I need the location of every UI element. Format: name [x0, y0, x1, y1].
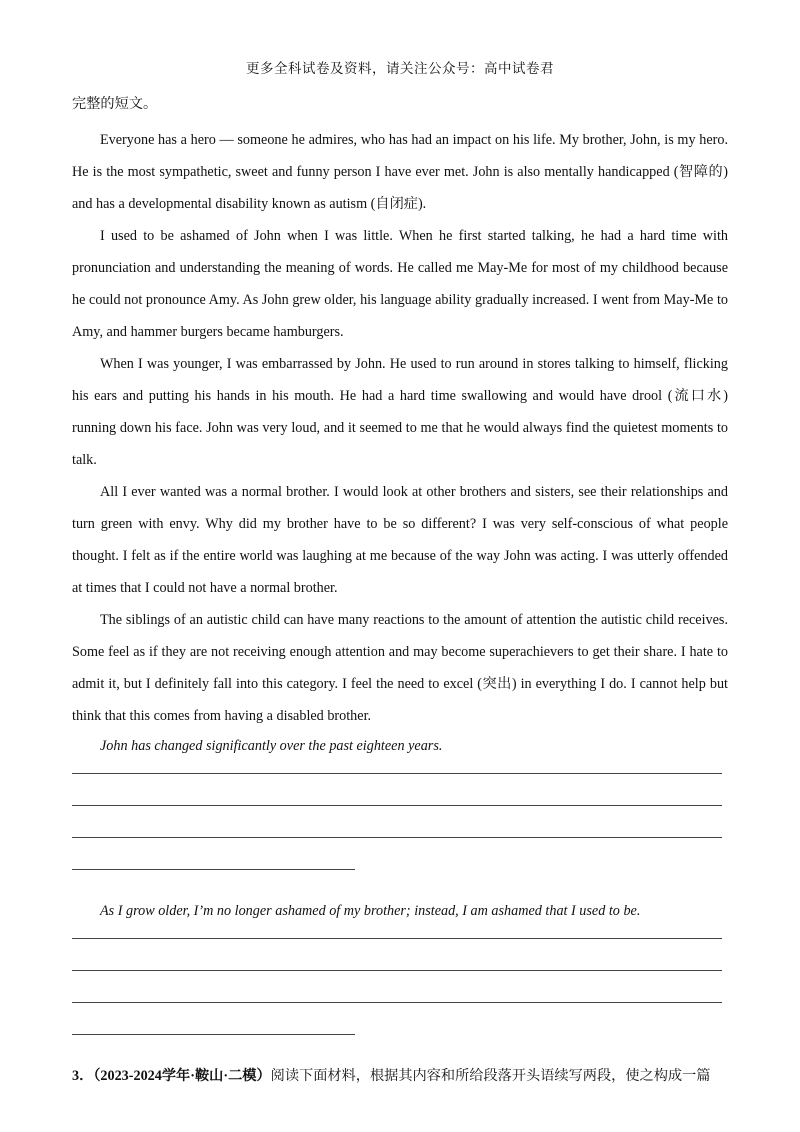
- writing-line: [72, 970, 722, 971]
- question-instruction: 阅读下面材料，根据其内容和所给段落开头语续写两段，使之构成一篇: [270, 1068, 711, 1084]
- continuation-prompt-2: As I grow older, I’m no longer ashamed of my brother; instead, I am ashamed that I used to be.: [100, 903, 641, 919]
- writing-line: [72, 837, 722, 838]
- writing-line: [72, 1034, 355, 1035]
- writing-line: [72, 773, 722, 774]
- writing-area-1[interactable]: [72, 773, 728, 870]
- passage-paragraph-2: I used to be ashamed of John when I was little. When he first started talking, he had a hard time with pronunciation and understanding the meaning of words. He called me May-Me for most of my childhood because he could not pronounce Amy. As John grew older, his language ability gradually increased. I went from May-Me to Amy, and hammer burgers became hamburgers.: [72, 228, 728, 340]
- intro-tail: 完整的短文。: [72, 96, 158, 112]
- question-number: 3．: [72, 1068, 94, 1084]
- next-question: [72, 1066, 728, 1086]
- passage-paragraph-3: When I was younger, I was embarrassed by John. He used to run around in stores talking to himself, flicking his ears and putting his hands in his mouth. He had a hard time swallowing and would have drool (流口水) running down his face. John was very loud, and it seemed to me that he would always find the quietest moments to talk.: [72, 356, 728, 468]
- passage-paragraph-1: Everyone has a hero — someone he admires, who has had an impact on his life. My brother, John, is my hero. He is the most sympathetic, sweet and funny person I have ever met. John is also mentally handicapped (智障的) and has a developmental disability known as autism (自闭症).: [72, 132, 728, 212]
- writing-line: [72, 805, 722, 806]
- page-header: 更多全科试卷及资料，请关注公众号：高中试卷君: [246, 61, 554, 76]
- writing-area-2[interactable]: [72, 938, 728, 1035]
- passage-paragraph-4: All I ever wanted was a normal brother. I would look at other brothers and sisters, see their relationships and turn green with envy. Why did my brother have to be so different? I was very self-conscious of what people thought. I felt as if the entire world was laughing at me because of the way John was acting. I was utterly offended at times that I could not have a normal brother.: [72, 484, 728, 596]
- continuation-prompt-1: John has changed significantly over the past eighteen years.: [100, 738, 443, 754]
- writing-line: [72, 1002, 722, 1003]
- writing-line: [72, 938, 722, 939]
- question-source: （2023-2024学年·鞍山·二模）: [93, 1068, 271, 1084]
- document-body: [72, 94, 728, 1086]
- writing-line: [72, 869, 355, 870]
- passage-paragraph-5: The siblings of an autistic child can have many reactions to the amount of attention the autistic child receives. Some feel as if they are not receiving enough attention and may become superachievers to get their share. I hate to admit it, but I definitely fall into this category. I feel the need to excel (突出) in everything I do. I cannot help but think that this comes from having a disabled brother.: [72, 612, 728, 724]
